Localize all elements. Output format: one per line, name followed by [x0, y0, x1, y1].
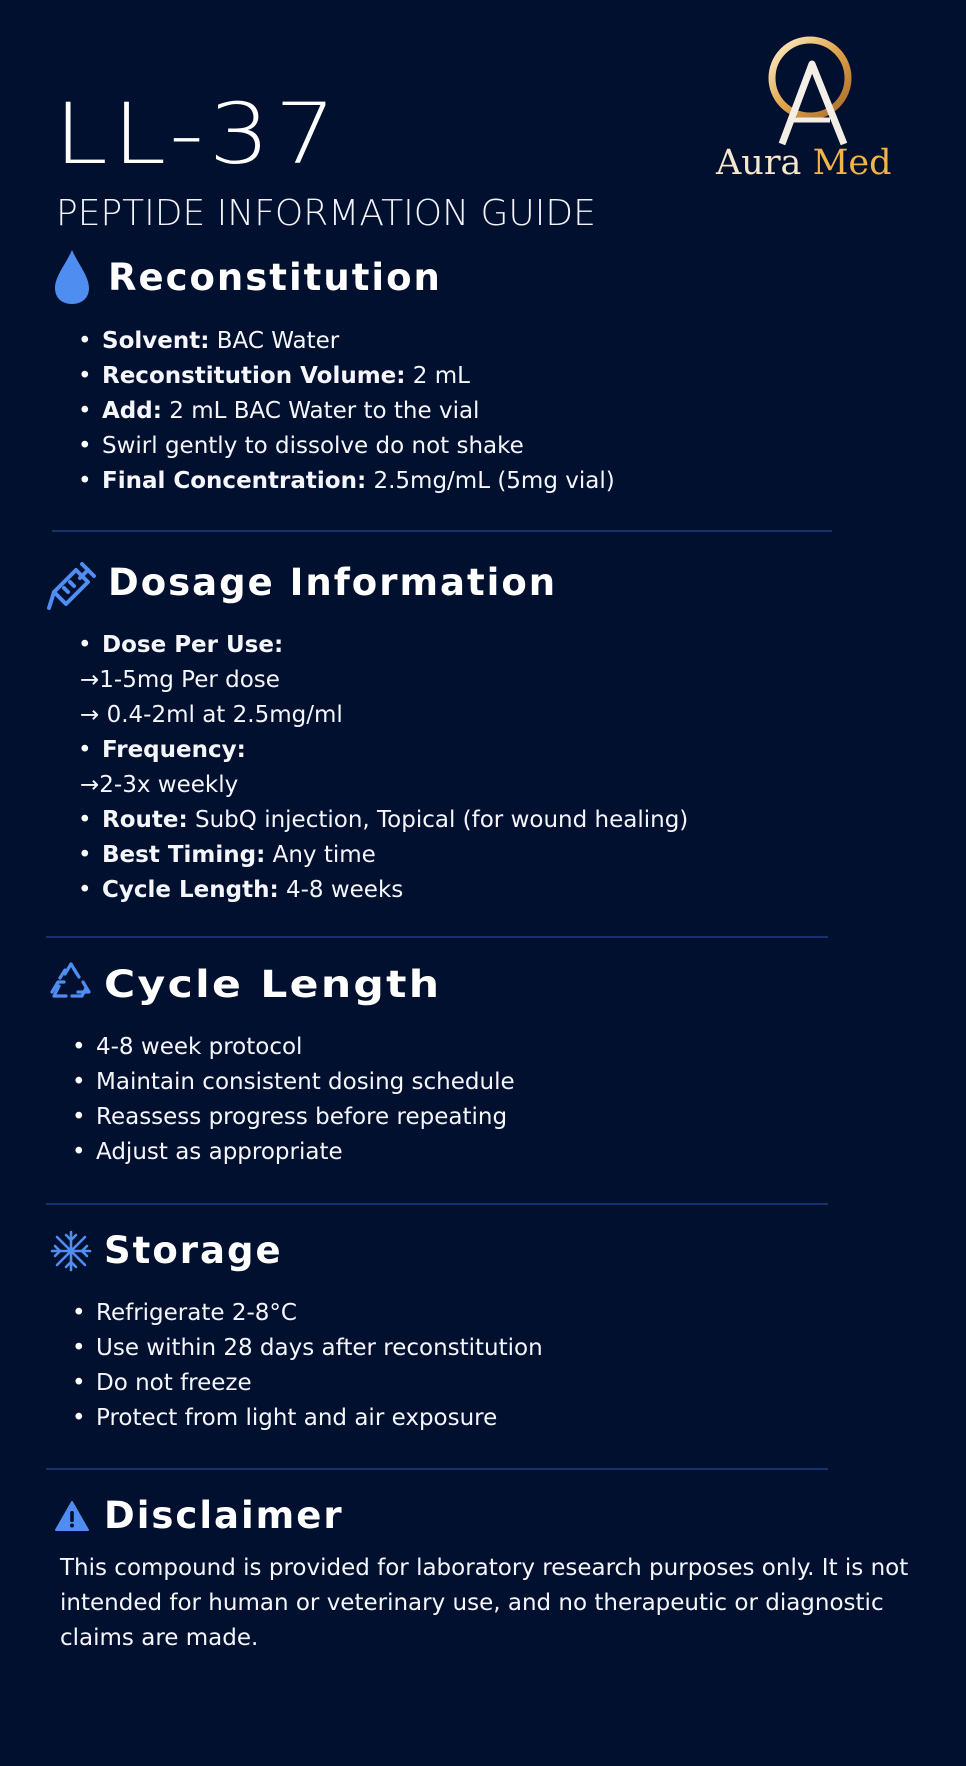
list-item: • Route: SubQ injection, Topical (for wound healing): [72, 803, 688, 838]
cycle-list: [66, 1030, 515, 1170]
section-divider: [46, 936, 828, 938]
list-item: • Reconstitution Volume: 2 mL: [72, 359, 615, 394]
list-item: →1-5mg Per dose: [80, 667, 280, 693]
reconstitution-list: [72, 324, 615, 499]
list-item: • Solvent: BAC Water: [72, 324, 615, 359]
section-title-dosage: Dosage Information: [108, 561, 558, 604]
disclaimer-text: This compound is provided for laboratory research purposes only. It is not intended for human or veterinary use, and no therapeutic or diagnostic claims are made.: [60, 1555, 909, 1651]
list-item: • Add: 2 mL BAC Water to the vial: [72, 394, 615, 429]
page-title: LL-37: [54, 85, 341, 183]
list-item: • Final Concentration: 2.5mg/mL (5mg vial): [72, 464, 615, 499]
section-title-cycle: Cycle Length: [104, 963, 442, 1006]
warning-icon: [54, 1500, 90, 1532]
list-item: • Swirl gently to dissolve do not shake: [72, 429, 615, 464]
list-item: • Use within 28 days after reconstitution: [66, 1331, 543, 1366]
list-item: • Refrigerate 2-8°C: [66, 1296, 543, 1331]
list-item: • Maintain consistent dosing schedule: [66, 1065, 515, 1100]
storage-list: [66, 1296, 543, 1436]
section-title-reconstitution: Reconstitution: [108, 256, 442, 299]
brand-logo-text: Aura Med: [716, 143, 892, 183]
section-divider: [46, 1203, 828, 1205]
list-item: • Best Timing: Any time: [72, 838, 688, 873]
list-item: • Adjust as appropriate: [66, 1135, 515, 1170]
section-divider: [46, 1468, 828, 1470]
recycle-icon: [48, 960, 94, 1004]
list-item: → 0.4-2ml at 2.5mg/ml: [80, 702, 343, 728]
list-item: • Cycle Length: 4-8 weeks: [72, 873, 688, 908]
list-item: • Frequency:: [72, 733, 688, 768]
list-item: →2-3x weekly: [80, 772, 239, 798]
list-item: • Do not freeze: [66, 1366, 543, 1401]
list-item: • 4-8 week protocol: [66, 1030, 515, 1065]
water-drop-icon: [52, 248, 92, 306]
section-title-disclaimer: Disclaimer: [104, 1494, 344, 1537]
page-subtitle: PEPTIDE INFORMATION GUIDE: [56, 193, 596, 234]
snowflake-icon: [50, 1230, 92, 1272]
syringe-icon: [46, 560, 98, 612]
list-item: • Dose Per Use:: [72, 628, 688, 663]
list-item: • Reassess progress before repeating: [66, 1100, 515, 1135]
section-divider: [52, 530, 832, 532]
list-item: • Protect from light and air exposure: [66, 1401, 543, 1436]
section-title-storage: Storage: [104, 1229, 283, 1272]
dosage-list: [72, 628, 688, 908]
